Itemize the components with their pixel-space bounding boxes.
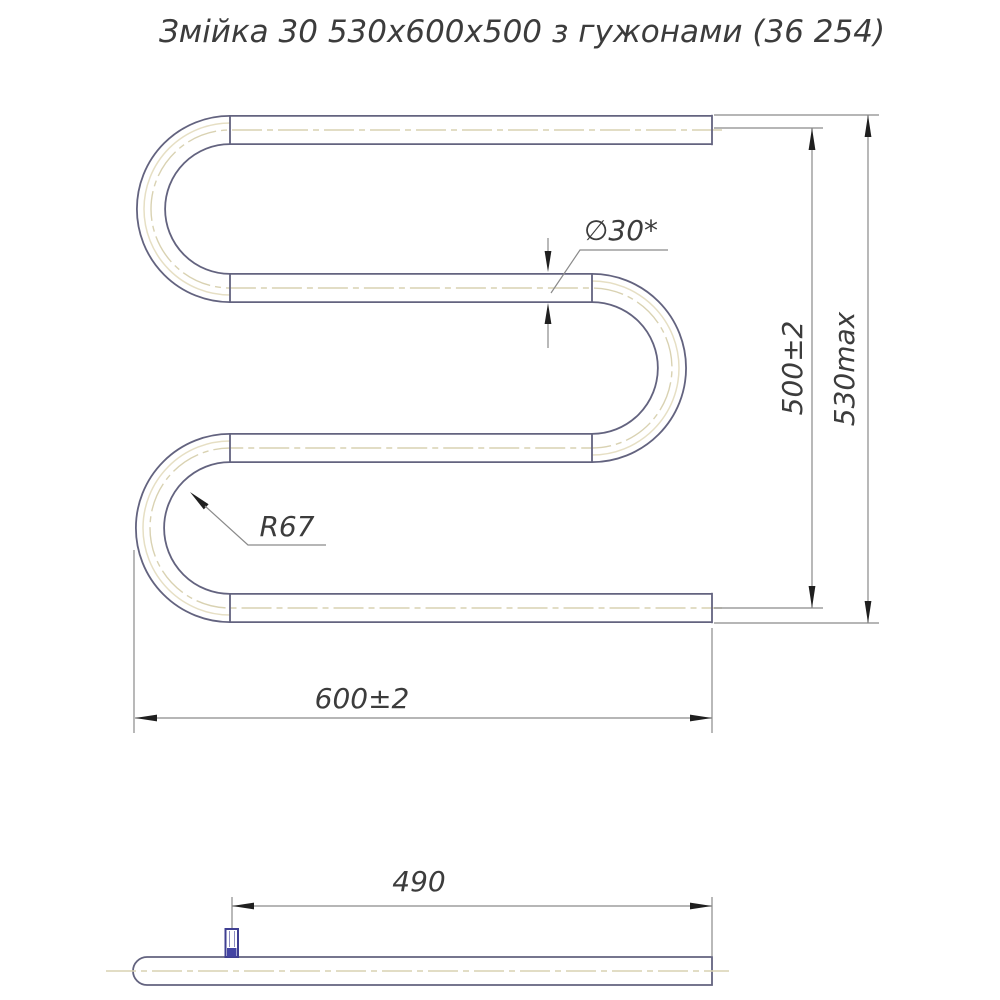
arrow-up-icon: [809, 128, 816, 150]
arrow-left-icon: [135, 715, 157, 722]
main-view: [143, 115, 722, 623]
arrow-up-icon: [545, 303, 552, 324]
dim-label-stud-spacing: 490: [392, 865, 446, 898]
arrow-down-icon: [545, 251, 552, 272]
side-view: [106, 865, 729, 985]
dimension-axis-height: [714, 128, 823, 608]
pipe-centerline: [150, 130, 722, 608]
dimension-stud-spacing: [232, 865, 712, 970]
dim-label-axis-height: 500±2: [776, 320, 809, 416]
dimensions: [134, 115, 879, 733]
pipe-outline: [150, 130, 712, 608]
dim-label-overall-width: 600±2: [314, 682, 410, 715]
arrow-down-icon: [809, 586, 816, 608]
arrow-down-icon: [865, 601, 872, 623]
dim-label-diameter: ∅30*: [583, 214, 659, 247]
arrow-right-icon: [690, 903, 712, 910]
dim-label-max-height: 530max: [828, 311, 861, 427]
drawing-title: Змійка 30 530х600х500 з гужонами (36 254): [158, 14, 886, 50]
arrow-up-icon: [865, 115, 872, 137]
dimension-radius: [190, 492, 326, 545]
pipe-body: [150, 130, 712, 608]
mounting-stud: [226, 929, 239, 957]
arrow-right-icon: [690, 715, 712, 722]
arrow-left-icon: [232, 903, 254, 910]
dimension-overall-width: [134, 550, 712, 733]
dim-label-radius: R67: [259, 510, 315, 543]
pipe-junction-lines: [230, 115, 592, 623]
